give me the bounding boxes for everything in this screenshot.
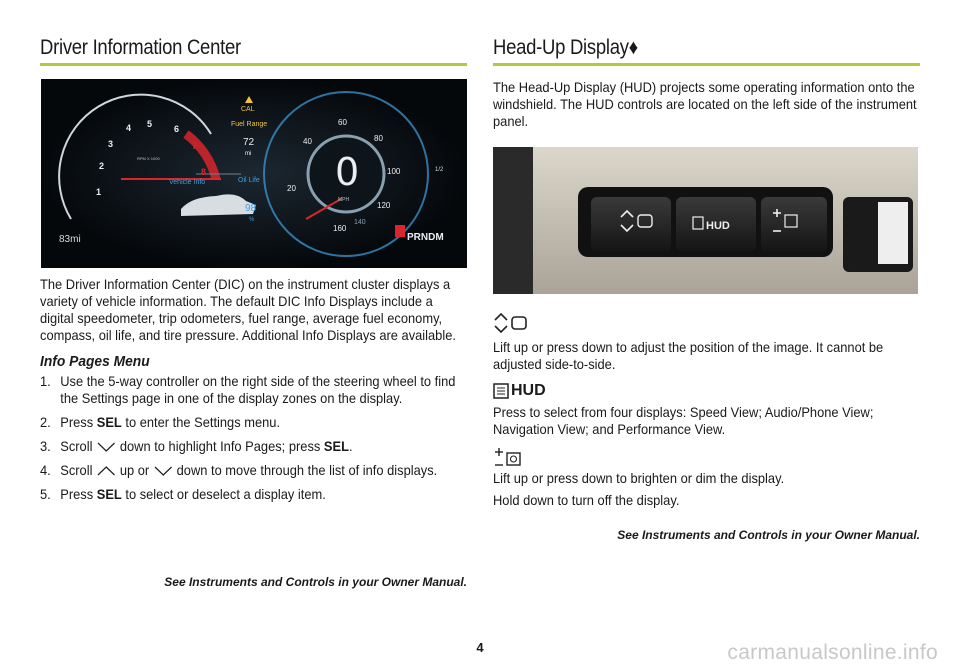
- speed-tick: 140: [354, 219, 366, 226]
- speed-tick: 80: [374, 134, 383, 143]
- hud-brightness-switch: [761, 197, 827, 252]
- steering-column: [493, 147, 533, 294]
- hud-position-icon: [493, 313, 529, 338]
- fuel-range-label: Fuel Range: [231, 121, 268, 128]
- step-item: 2. Press SEL to enter the Settings menu.: [40, 414, 281, 430]
- speed-readout: 0: [335, 150, 360, 194]
- hud-intro: The Head-Up Display (HUD) projects some operating information onto the windshield. The HUD controls are located on the left side of the instrument panel.: [493, 79, 917, 129]
- tach-tick: 8: [201, 167, 207, 177]
- step-item: 1. Use the 5-way controller on the right side of the steering wheel to find the Settings page in one of the display zones on the display.: [40, 373, 456, 406]
- info-pages-steps: [40, 373, 467, 503]
- page-number: 4: [476, 640, 484, 655]
- sel-button-label: SEL: [323, 438, 349, 454]
- tach-tick: 5: [147, 119, 153, 129]
- hud-owner-manual-note: See Instruments and Controls in your Owner Manual.: [617, 528, 920, 542]
- dic-body: [40, 276, 467, 510]
- gear-selector-readout: PRNDM: [407, 232, 444, 243]
- speed-tick: 40: [303, 137, 312, 146]
- instrument-cluster-image: [41, 79, 467, 268]
- oil-life-label: Oil Life: [238, 177, 260, 184]
- oil-life-value: 98: [245, 203, 257, 214]
- speed-tick: 20: [287, 184, 296, 193]
- sel-button-label: SEL: [96, 414, 122, 430]
- step-item: 5. Press SEL to select or deselect a display item.: [40, 486, 326, 502]
- hud-off-text: Hold down to turn off the display.: [493, 492, 680, 508]
- speed-tick: 60: [338, 118, 347, 127]
- rpm-label: RPM X 1000: [137, 156, 160, 161]
- info-pages-heading: Info Pages Menu: [40, 353, 150, 370]
- hud-position-text: Lift up or press down to adjust the position of the image. It cannot be adjusted side-to-side.: [493, 339, 884, 372]
- hud-icon-label: HUD: [511, 382, 546, 399]
- tach-tick: 3: [108, 139, 114, 149]
- hud-brightness-text: Lift up or press down to brighten or dim the display.: [493, 470, 785, 486]
- hud-title: Head-Up Display♦: [493, 36, 638, 59]
- dimmer-panel: [878, 202, 908, 264]
- fuel-range-unit: mi: [245, 151, 252, 157]
- tach-tick: 7: [192, 141, 198, 151]
- hud-position-switch: [591, 197, 671, 252]
- tach-tick: 2: [99, 161, 105, 171]
- vehicle-info-label: Vehicle Info: [169, 179, 206, 186]
- dic-title: Driver Information Center: [40, 36, 241, 59]
- hud-view-icon: [493, 382, 546, 400]
- speed-tick: 160: [333, 224, 347, 233]
- hud-title-rule: [493, 63, 920, 66]
- watermark: carmanualsonline.info: [727, 641, 938, 664]
- dic-owner-manual-note: See Instruments and Controls in your Owner Manual.: [164, 575, 467, 589]
- odometer-readout: 83mi: [59, 234, 81, 245]
- speed-unit: MPH: [338, 197, 350, 203]
- speed-tick: 100: [387, 167, 401, 176]
- cal-label: CAL: [241, 106, 255, 113]
- tach-tick: 6: [174, 124, 180, 134]
- dic-title-rule: [40, 63, 467, 66]
- speed-tick: 120: [377, 201, 391, 210]
- oil-life-unit: %: [249, 217, 255, 223]
- hud-view-text: Press to select from four displays: Speed View; Audio/Phone View; Navigation View; and Performance View.: [493, 404, 874, 437]
- hud-controls-image: [493, 147, 918, 294]
- hud-switch-label: HUD: [706, 220, 730, 232]
- dic-intro: The Driver Information Center (DIC) on the instrument cluster displays a variety of vehicle information. The default DIC Info Displays include a digital speedometer, trip odometers, fuel range, average fuel economy, compass, oil life, and tire pressure. Additional Info Displays are available.: [40, 276, 456, 343]
- fuel-range-value: 72: [243, 137, 255, 148]
- fuel-gauge-half-label: 1/2: [435, 167, 444, 173]
- gear-p-indicator: [395, 225, 405, 237]
- tach-tick: 1: [96, 187, 102, 197]
- chevron-down-icon: [96, 441, 116, 453]
- tach-tick: 4: [126, 123, 132, 133]
- sel-button-label: SEL: [96, 486, 122, 502]
- step-item: 3. Scroll down to highlight Info Pages; press SEL.: [40, 438, 353, 454]
- chevron-up-icon: [96, 465, 116, 477]
- step-item: 4. Scroll up or down to move through the list of info displays.: [40, 462, 438, 478]
- chevron-down-icon: [153, 465, 173, 477]
